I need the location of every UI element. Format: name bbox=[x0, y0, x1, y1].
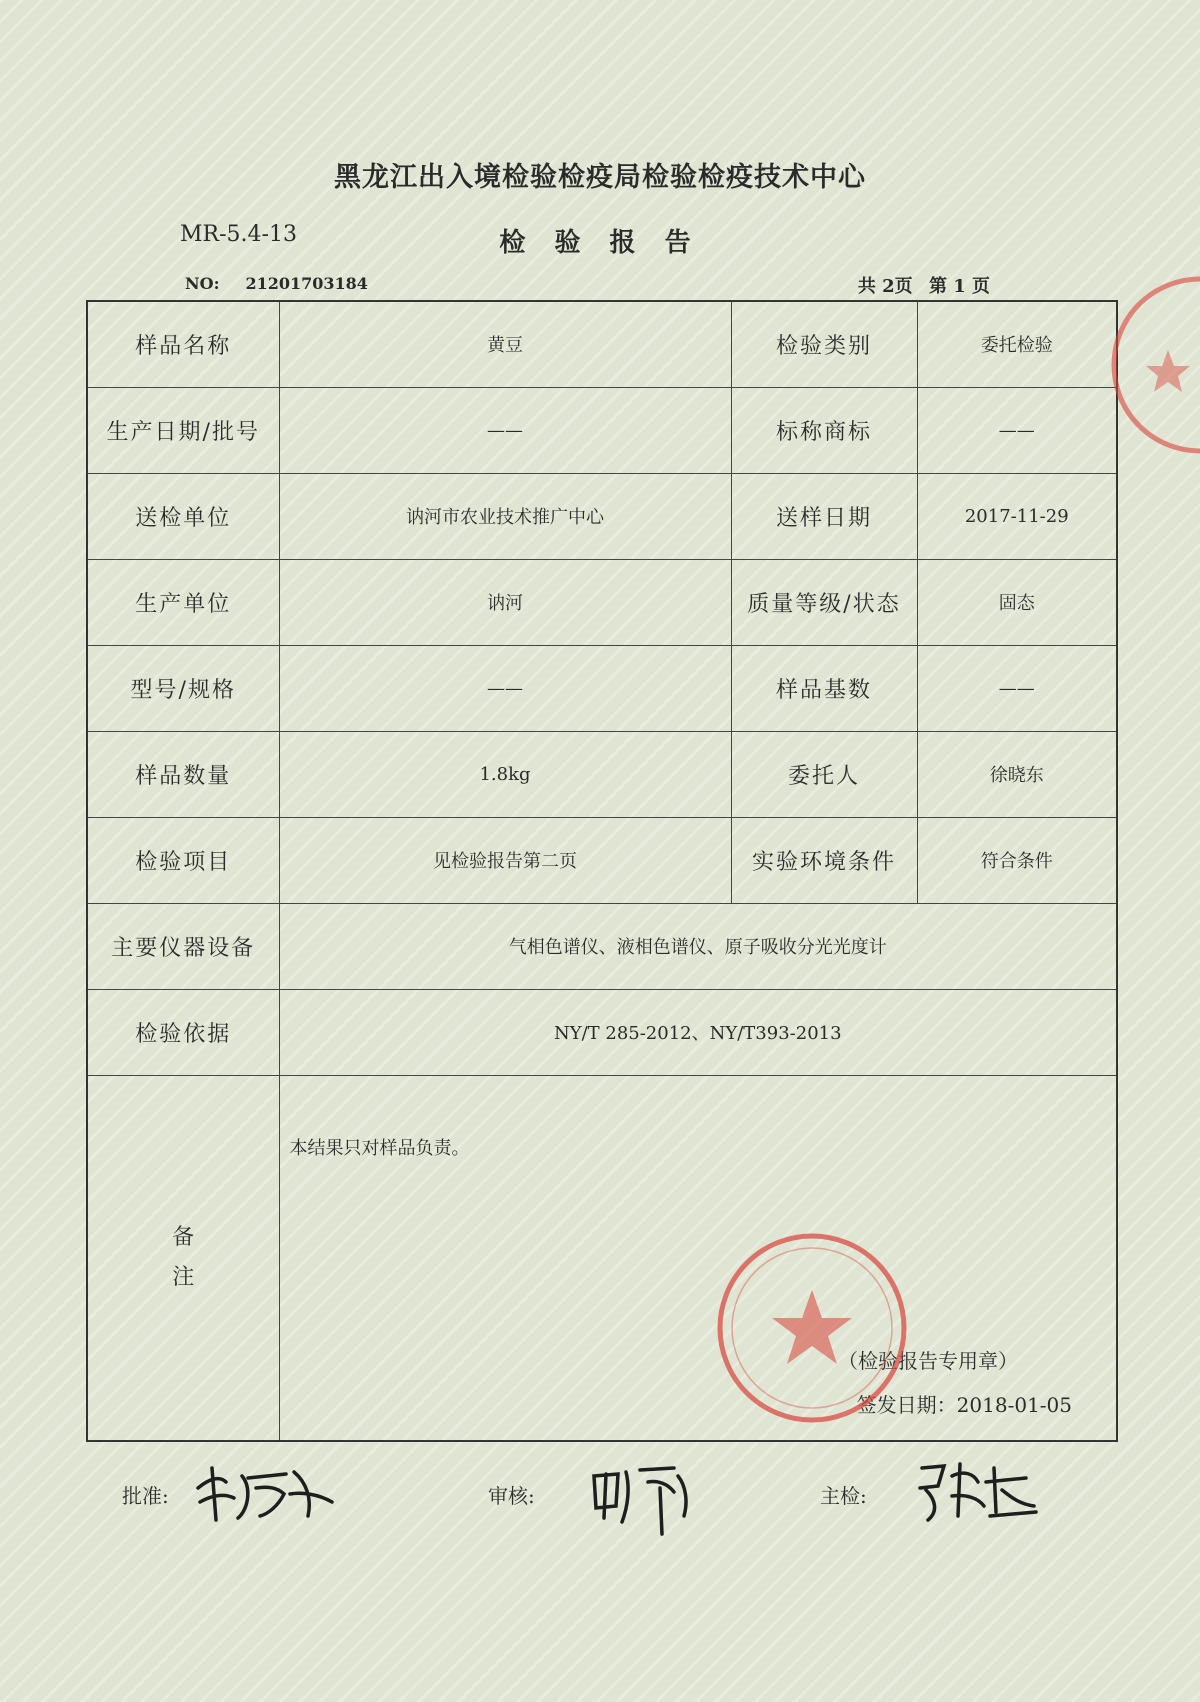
label-inspection-type: 检验类别 bbox=[731, 301, 917, 387]
value-producer: 讷河 bbox=[279, 559, 731, 645]
value-client: 徐晓东 bbox=[917, 731, 1117, 817]
remarks-label-top: 备 bbox=[172, 1224, 195, 1250]
value-basis: NY/T 285-2012、NY/T393-2013 bbox=[279, 989, 1117, 1075]
label-sample-base: 样品基数 bbox=[731, 645, 917, 731]
table-row bbox=[87, 1075, 1117, 1441]
approve-label: 批准: bbox=[122, 1484, 169, 1508]
remarks-label-bottom: 注 bbox=[172, 1264, 195, 1290]
remarks-text: 本结果只对样品负责。 bbox=[289, 1137, 470, 1159]
table-row bbox=[87, 645, 1117, 731]
table-row bbox=[87, 903, 1117, 989]
label-equipment: 主要仪器设备 bbox=[87, 903, 279, 989]
report-table bbox=[86, 300, 1118, 1442]
label-submitter: 送检单位 bbox=[87, 473, 279, 559]
inspect-label: 主检: bbox=[820, 1484, 867, 1508]
value-submit-date: 2017-11-29 bbox=[917, 473, 1117, 559]
value-lab-conditions: 符合条件 bbox=[917, 817, 1117, 903]
review-signature bbox=[588, 1462, 708, 1538]
label-trademark: 标称商标 bbox=[731, 387, 917, 473]
label-production-date: 生产日期/批号 bbox=[87, 387, 279, 473]
report-title: 检 验 报 告 bbox=[499, 228, 701, 258]
report-number-label: NO: bbox=[185, 274, 220, 293]
inspect-signature bbox=[916, 1456, 1046, 1526]
edge-seal-stamp bbox=[1108, 270, 1200, 460]
table-row bbox=[87, 731, 1117, 817]
table-row bbox=[87, 989, 1117, 1075]
total-pages: 共 2页 bbox=[857, 276, 913, 297]
table-row bbox=[87, 817, 1117, 903]
label-client: 委托人 bbox=[731, 731, 917, 817]
official-seal-stamp bbox=[712, 1228, 912, 1428]
approve-signature bbox=[190, 1458, 340, 1528]
review-label: 审核: bbox=[488, 1484, 535, 1508]
report-number bbox=[185, 274, 368, 293]
value-trademark: —— bbox=[917, 387, 1117, 473]
issue-date: 签发日期：2018-01-05 bbox=[856, 1393, 1072, 1417]
value-model-spec: —— bbox=[279, 645, 731, 731]
seal-label: （检验报告专用章） bbox=[838, 1349, 1018, 1373]
report-number-value: 21201703184 bbox=[245, 274, 368, 293]
signature-row bbox=[0, 1480, 1200, 1560]
label-lab-conditions: 实验环境条件 bbox=[731, 817, 917, 903]
label-inspection-items: 检验项目 bbox=[87, 817, 279, 903]
table-row bbox=[87, 387, 1117, 473]
label-sample-name: 样品名称 bbox=[87, 301, 279, 387]
value-sample-base: —— bbox=[917, 645, 1117, 731]
page-info bbox=[848, 272, 990, 298]
value-submitter: 讷河市农业技术推广中心 bbox=[279, 473, 731, 559]
value-production-date: —— bbox=[279, 387, 731, 473]
value-inspection-type: 委托检验 bbox=[917, 301, 1117, 387]
value-inspection-items: 见检验报告第二页 bbox=[279, 817, 731, 903]
label-remarks bbox=[87, 1075, 279, 1441]
table-row bbox=[87, 301, 1117, 387]
label-producer: 生产单位 bbox=[87, 559, 279, 645]
label-model-spec: 型号/规格 bbox=[87, 645, 279, 731]
label-basis: 检验依据 bbox=[87, 989, 279, 1075]
value-sample-name: 黄豆 bbox=[279, 301, 731, 387]
label-sample-quantity: 样品数量 bbox=[87, 731, 279, 817]
table-row bbox=[87, 473, 1117, 559]
value-equipment: 气相色谱仪、液相色谱仪、原子吸收分光光度计 bbox=[279, 903, 1117, 989]
table-row bbox=[87, 559, 1117, 645]
value-quality-grade: 固态 bbox=[917, 559, 1117, 645]
institution-title: 黑龙江出入境检验检疫局检验检疫技术中心 bbox=[334, 162, 866, 193]
label-submit-date: 送样日期 bbox=[731, 473, 917, 559]
remarks-cell bbox=[279, 1075, 1117, 1441]
form-code: MR-5.4-13 bbox=[180, 222, 297, 247]
current-page: 第 1 页 bbox=[928, 276, 990, 297]
value-sample-quantity: 1.8kg bbox=[279, 731, 731, 817]
label-quality-grade: 质量等级/状态 bbox=[731, 559, 917, 645]
